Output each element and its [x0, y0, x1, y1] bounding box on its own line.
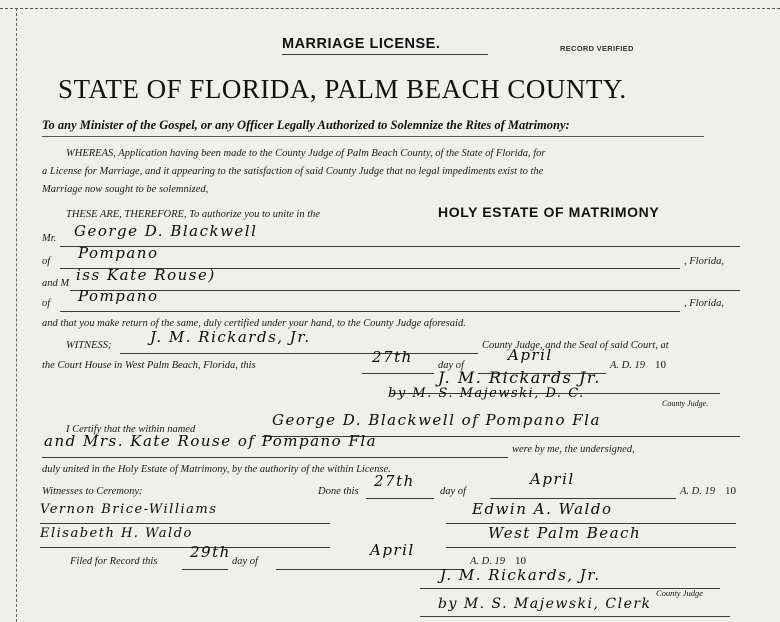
witness-2-signature: Elisabeth H. Waldo [40, 526, 193, 541]
certify-intro: I Certify that the within named [66, 424, 196, 435]
filed-day: 29th [190, 543, 231, 561]
certify-names-1: George D. Blackwell of Pompano Fla [272, 411, 601, 429]
bride-place: Pompano [78, 287, 159, 305]
authorize-text: THESE ARE, THEREFORE, To authorize you to unite in the [66, 209, 321, 220]
judge-signature-2: J. M. Rickards, Jr. [440, 566, 601, 584]
record-verified-stamp: RECORD VERIFIED [560, 44, 634, 53]
ceremony-day-of: day of [440, 486, 466, 497]
page-border-left [16, 8, 17, 622]
judge-signature-1: J. M. Rickards Jr. [438, 368, 601, 387]
filed-month-line [276, 569, 464, 570]
filed-day-of: day of [232, 556, 258, 567]
document-title: MARRIAGE LICENSE. [282, 36, 441, 52]
title-underline [282, 54, 488, 55]
florida-label-2: , Florida, [684, 298, 724, 309]
address-line: To any Minister of the Gospel, or any Officer Legally Authorized to Solemnize the Rites of Matrimony: [42, 118, 570, 132]
whereas-line-3: Marriage now sought to be solemnized, [42, 184, 209, 195]
return-text: and that you make return of the same, duly certified under your hand, to the County Judge aforesaid. [42, 318, 466, 329]
officiant-place-line [446, 547, 736, 548]
ceremony-day-line [366, 498, 434, 499]
certify-line-2 [42, 457, 508, 458]
county-judge-caption-1: County Judge. [662, 399, 709, 408]
deputy-clerk-signature-1: by M. S. Majewski, D. C. [388, 386, 585, 401]
witness-2-line [40, 547, 330, 548]
groom-place: Pompano [78, 244, 159, 262]
ceremony-year: 10 [725, 485, 736, 497]
officiant-signature: Edwin A. Waldo [472, 500, 613, 518]
state-county-heading: STATE OF FLORIDA, PALM BEACH COUNTY. [58, 74, 627, 104]
witness-label: WITNESS; [66, 340, 112, 351]
were-by-text: were by me, the undersigned, [512, 444, 635, 455]
filed-year: 10 [515, 555, 526, 567]
bride-name: iss Kate Rouse) [76, 266, 216, 284]
officiant-place: West Palm Beach [488, 524, 642, 542]
of-label-1: of [42, 256, 51, 267]
witness-month: April [508, 346, 553, 364]
groom-line [60, 246, 740, 247]
witness-day-line [362, 373, 434, 374]
filed-day-line [182, 569, 228, 570]
ceremony-month: April [530, 470, 575, 488]
whereas-line-2: a License for Marriage, and it appearing to the satisfaction of said County Judge that no legal impediments exist to the [42, 166, 544, 177]
courthouse-text: the Court House in West Palm Beach, Florida, this [42, 360, 256, 371]
county-judge-caption-2: County Judge [656, 588, 703, 598]
clerk-line [420, 616, 730, 617]
filed-label: Filed for Record this [70, 556, 158, 567]
and-miss-label: and M [42, 278, 70, 289]
witness-1-signature: Vernon Brice-Williams [40, 502, 218, 517]
witness-judge-name: J. M. Rickards, Jr. [150, 328, 311, 346]
certify-names-2: and Mrs. Kate Rouse of Pompano Fla [44, 432, 378, 450]
holy-estate-heading: HOLY ESTATE OF MATRIMONY [438, 204, 660, 220]
whereas-line-1: WHEREAS, Application having been made to the County Judge of Palm Beach County, of the State of Florida, for [66, 148, 546, 159]
done-this-label: Done this [318, 486, 359, 497]
page-border-top [0, 8, 780, 9]
bride-line [70, 290, 740, 291]
witness-year: 10 [655, 359, 666, 371]
clerk-signature: by M. S. Majewski, Clerk [438, 596, 652, 612]
ceremony-month-line [490, 498, 676, 499]
florida-label-1: , Florida, [684, 256, 724, 267]
filed-year-prefix: A. D. 19 [470, 556, 505, 567]
witness-judge-line [120, 353, 478, 354]
ceremony-year-prefix: A. D. 19 [680, 486, 715, 497]
groom-name: George D. Blackwell [74, 222, 258, 240]
filed-month: April [370, 541, 415, 559]
mr-label: Mr. [42, 233, 57, 244]
seal-text: County Judge, and the Seal of said Court, at [482, 340, 669, 351]
witness-day-of: day of [438, 360, 464, 371]
witness-1-line [40, 523, 330, 524]
ceremony-day: 27th [374, 472, 415, 490]
witness-year-prefix: A. D. 19 [610, 360, 645, 371]
bride-place-line [60, 311, 680, 312]
of-label-2: of [42, 298, 51, 309]
address-underline [42, 136, 704, 137]
witness-day: 27th [372, 348, 413, 366]
witnesses-to-ceremony-label: Witnesses to Ceremony: [42, 486, 143, 497]
united-text: duly united in the Holy Estate of Matrimony, by the authority of the within License. [42, 464, 391, 475]
